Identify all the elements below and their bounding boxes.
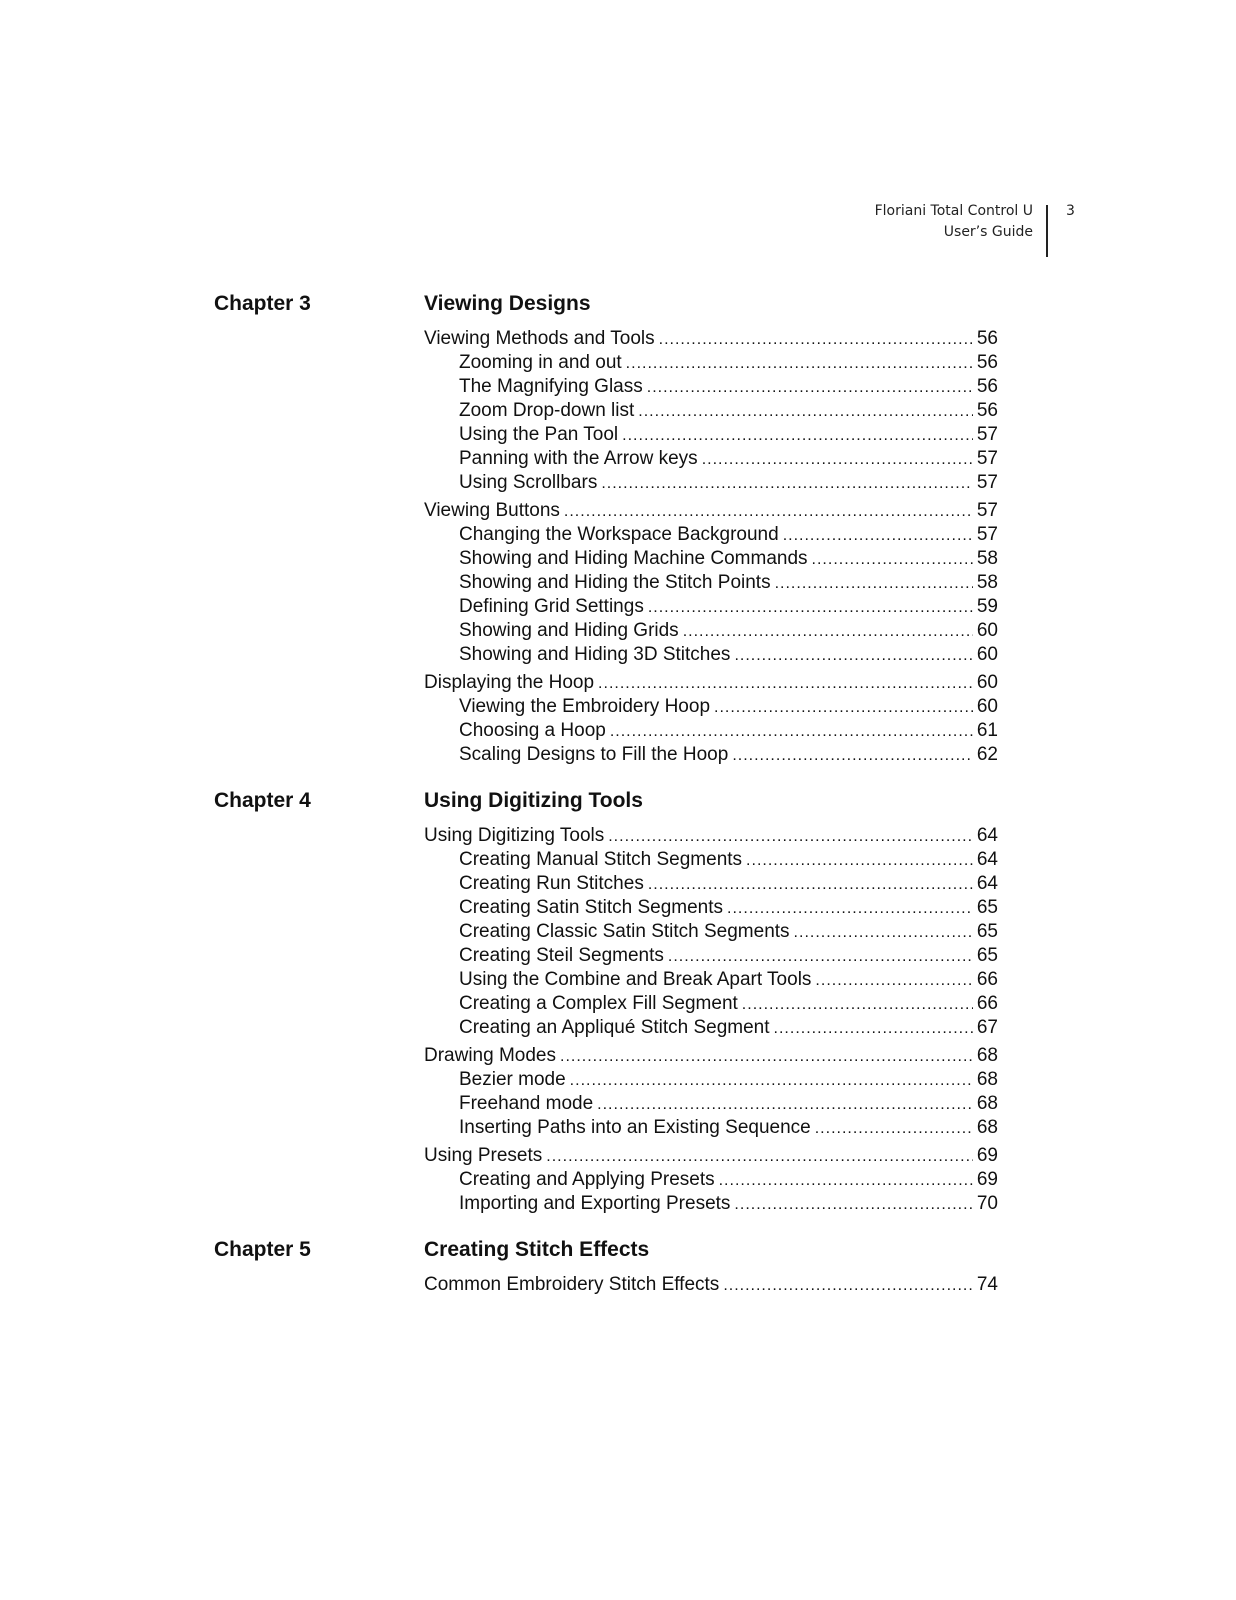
toc-section-entry[interactable]: [424, 1273, 998, 1297]
toc-entry-page: 60: [976, 620, 998, 641]
dot-leader: [598, 672, 973, 696]
toc-section-entry[interactable]: [424, 1044, 998, 1068]
toc-section-entry[interactable]: [424, 327, 998, 351]
header-divider: [1046, 205, 1048, 257]
toc-section-entry[interactable]: [424, 499, 998, 523]
toc-entry-page: 64: [976, 873, 998, 894]
chapter-label: Chapter 4: [214, 789, 311, 812]
page-number: 3: [1066, 203, 1075, 219]
toc-entry-title: Viewing the Embroidery Hoop: [459, 696, 711, 717]
toc-entry-page: 56: [976, 376, 998, 397]
toc-entry-title: Freehand mode: [459, 1093, 594, 1114]
toc-entry-title: Viewing Buttons: [424, 500, 560, 521]
toc-entry-page: 64: [976, 849, 998, 870]
toc-entry-page: 58: [976, 572, 998, 593]
toc-subsection-entry[interactable]: [424, 1016, 998, 1040]
dot-leader: [742, 993, 973, 1017]
toc-entry-page: 57: [976, 524, 998, 545]
toc-entry-page: 70: [976, 1193, 998, 1214]
toc-entry-title: Bezier mode: [459, 1069, 566, 1090]
toc-subsection-entry[interactable]: [424, 595, 998, 619]
toc-entry-title: Creating Satin Stitch Segments: [459, 897, 724, 918]
toc-section-entry[interactable]: [424, 1144, 998, 1168]
toc-entry-title: Choosing a Hoop: [459, 720, 606, 741]
toc-subsection-entry[interactable]: [424, 471, 998, 495]
toc-subsection-entry[interactable]: [424, 1116, 998, 1140]
toc-entry-title: Drawing Modes: [424, 1045, 556, 1066]
toc-entry-title: Creating Manual Stitch Segments: [459, 849, 743, 870]
toc-entry-title: Zoom Drop-down list: [459, 400, 635, 421]
toc-subsection-entry[interactable]: [424, 695, 998, 719]
dot-leader: [560, 1045, 973, 1069]
chapter-title: Creating Stitch Effects: [424, 1238, 650, 1261]
running-header: [840, 201, 1080, 257]
dot-leader: [608, 825, 973, 849]
dot-leader: [564, 500, 973, 524]
toc-entry-title: Creating Steil Segments: [459, 945, 664, 966]
toc-subsection-entry[interactable]: [424, 351, 998, 375]
toc-entry-title: Creating Classic Satin Stitch Segments: [459, 921, 790, 942]
toc-entry-title: Importing and Exporting Presets: [459, 1193, 731, 1214]
toc-subsection-entry[interactable]: [424, 1192, 998, 1216]
dot-leader: [734, 1193, 972, 1217]
toc-subsection-entry[interactable]: [424, 423, 998, 447]
dot-leader: [668, 945, 973, 969]
toc-subsection-entry[interactable]: [424, 743, 998, 767]
toc-entry-page: 68: [976, 1117, 998, 1138]
toc-entry-page: 60: [976, 696, 998, 717]
dot-leader: [683, 620, 973, 644]
toc-entry-page: 56: [976, 352, 998, 373]
dot-leader: [622, 424, 973, 448]
toc-entry-title: Using Digitizing Tools: [424, 825, 605, 846]
toc-entry-page: 69: [976, 1169, 998, 1190]
toc-subsection-entry[interactable]: [424, 523, 998, 547]
toc-entry-page: 60: [976, 672, 998, 693]
toc-entry-title: Showing and Hiding Grids: [459, 620, 679, 641]
toc-entry-title: Using Presets: [424, 1145, 543, 1166]
chapter-title: Using Digitizing Tools: [424, 789, 643, 812]
dot-leader: [783, 524, 973, 548]
dot-leader: [714, 696, 973, 720]
dot-leader: [597, 1093, 973, 1117]
toc-subsection-entry[interactable]: [424, 992, 998, 1016]
toc-subsection-entry[interactable]: [424, 547, 998, 571]
dot-leader: [815, 1117, 973, 1141]
toc-entry-title: Showing and Hiding Machine Commands: [459, 548, 808, 569]
toc-entry-title: Panning with the Arrow keys: [459, 448, 698, 469]
toc-entry-title: Inserting Paths into an Existing Sequence: [459, 1117, 811, 1138]
dot-leader: [647, 376, 973, 400]
dot-leader: [648, 873, 973, 897]
toc-entry-title: Creating and Applying Presets: [459, 1169, 715, 1190]
toc-entry-page: 56: [976, 328, 998, 349]
toc-entry-page: 57: [976, 424, 998, 445]
toc-subsection-entry[interactable]: [424, 571, 998, 595]
toc-section-entry[interactable]: [424, 824, 998, 848]
toc-entry-title: Creating Run Stitches: [459, 873, 644, 894]
dot-leader: [775, 572, 973, 596]
toc-entry-title: Zooming in and out: [459, 352, 622, 373]
toc-entry-page: 65: [976, 921, 998, 942]
toc-entry-list: [424, 824, 998, 1216]
toc-entry-page: 57: [976, 472, 998, 493]
toc-entry-title: Creating an Appliqué Stitch Segment: [459, 1017, 770, 1038]
toc-entry-page: 64: [976, 825, 998, 846]
dot-leader: [727, 897, 973, 921]
toc-entry-title: Viewing Methods and Tools: [424, 328, 655, 349]
dot-leader: [638, 400, 973, 424]
toc-subsection-entry[interactable]: [424, 920, 998, 944]
toc-subsection-entry[interactable]: [424, 719, 998, 743]
toc-entry-title: Using the Pan Tool: [459, 424, 619, 445]
dot-leader: [734, 644, 972, 668]
dot-leader: [815, 969, 972, 993]
toc-subsection-entry[interactable]: [424, 944, 998, 968]
toc-entry-page: 58: [976, 548, 998, 569]
header-title: Floriani Total Control U: [874, 203, 1033, 219]
toc-section-entry[interactable]: [424, 671, 998, 695]
toc-subsection-entry[interactable]: [424, 1168, 998, 1192]
dot-leader: [659, 328, 973, 352]
toc-entry-title: Showing and Hiding 3D Stitches: [459, 644, 731, 665]
toc-entry-page: 65: [976, 897, 998, 918]
dot-leader: [746, 849, 973, 873]
dot-leader: [601, 472, 973, 496]
toc-entry-page: 66: [976, 993, 998, 1014]
toc-subsection-entry[interactable]: [424, 643, 998, 667]
toc-entry-title: Using the Combine and Break Apart Tools: [459, 969, 812, 990]
toc-entry-page: 69: [976, 1145, 998, 1166]
dot-leader: [570, 1069, 973, 1093]
chapter-title: Viewing Designs: [424, 292, 591, 315]
toc-entry-page: 74: [976, 1274, 998, 1295]
toc-subsection-entry[interactable]: [424, 1068, 998, 1092]
toc-entry-page: 60: [976, 644, 998, 665]
header-text: [840, 201, 1033, 243]
toc-subsection-entry[interactable]: [424, 375, 998, 399]
toc-entry-page: 61: [976, 720, 998, 741]
toc-entry-title: Creating a Complex Fill Segment: [459, 993, 738, 1014]
toc-entry-page: 67: [976, 1017, 998, 1038]
toc-entry-title: Displaying the Hoop: [424, 672, 595, 693]
toc-entry-page: 59: [976, 596, 998, 617]
dot-leader: [794, 921, 973, 945]
toc-entry-page: 56: [976, 400, 998, 421]
toc-entry-title: Scaling Designs to Fill the Hoop: [459, 744, 729, 765]
toc-entry-list: [424, 1273, 998, 1297]
toc-entry-page: 66: [976, 969, 998, 990]
toc-entry-page: 65: [976, 945, 998, 966]
toc-entry-page: 62: [976, 744, 998, 765]
toc-subsection-entry[interactable]: [424, 1092, 998, 1116]
toc-subsection-entry[interactable]: [424, 447, 998, 471]
dot-leader: [812, 548, 973, 572]
dot-leader: [702, 448, 973, 472]
toc-entry-title: Defining Grid Settings: [459, 596, 644, 617]
toc-entry-title: Common Embroidery Stitch Effects: [424, 1274, 720, 1295]
dot-leader: [774, 1017, 973, 1041]
dot-leader: [732, 744, 973, 768]
chapter-label: Chapter 3: [214, 292, 311, 315]
toc-subsection-entry[interactable]: [424, 896, 998, 920]
dot-leader: [648, 596, 973, 620]
dot-leader: [719, 1169, 973, 1193]
toc-subsection-entry[interactable]: [424, 848, 998, 872]
toc-subsection-entry[interactable]: [424, 968, 998, 992]
toc-entry-page: 68: [976, 1069, 998, 1090]
dot-leader: [723, 1274, 973, 1298]
toc-subsection-entry[interactable]: [424, 399, 998, 423]
dot-leader: [546, 1145, 973, 1169]
toc-entry-page: 57: [976, 500, 998, 521]
toc-entry-page: 68: [976, 1093, 998, 1114]
header-subtitle: User’s Guide: [943, 224, 1033, 240]
toc-entry-list: [424, 327, 998, 767]
toc-subsection-entry[interactable]: [424, 872, 998, 896]
dot-leader: [610, 720, 973, 744]
dot-leader: [626, 352, 973, 376]
toc-subsection-entry[interactable]: [424, 619, 998, 643]
toc-entry-title: Using Scrollbars: [459, 472, 598, 493]
toc-entry-title: Showing and Hiding the Stitch Points: [459, 572, 771, 593]
toc-entry-page: 57: [976, 448, 998, 469]
toc-entry-page: 68: [976, 1045, 998, 1066]
toc-entry-title: Changing the Workspace Background: [459, 524, 779, 545]
chapter-label: Chapter 5: [214, 1238, 311, 1261]
toc-entry-title: The Magnifying Glass: [459, 376, 643, 397]
